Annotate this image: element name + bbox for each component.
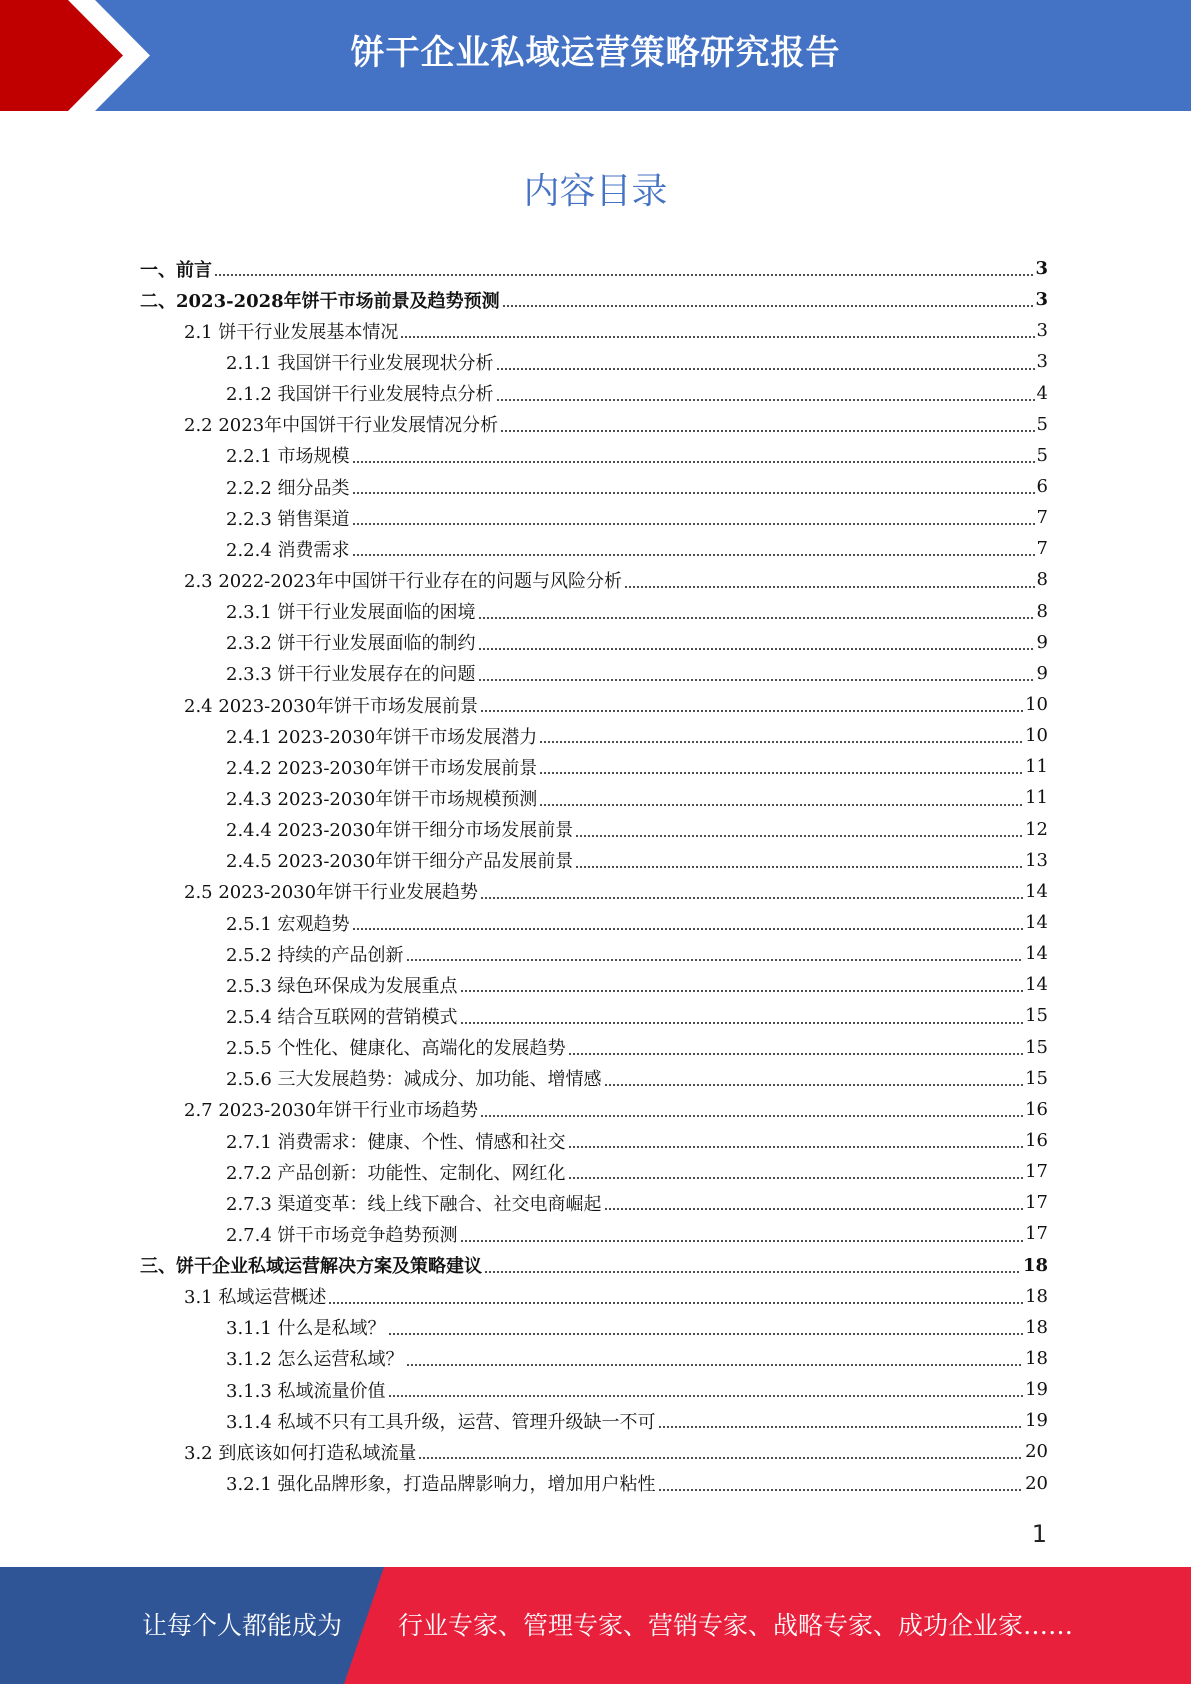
toc-entry[interactable] — [140, 1218, 1048, 1249]
toc-entry-page: 15 — [1025, 1036, 1048, 1058]
toc-entry-title: 2.1.2 我国饼干行业发展特点分析 — [226, 384, 494, 406]
toc-entry[interactable] — [140, 1000, 1048, 1031]
toc-entry-page: 14 — [1025, 943, 1048, 965]
toc-leader-dots — [624, 586, 1035, 588]
toc-leader-dots — [352, 523, 1035, 525]
toc-entry[interactable] — [140, 1405, 1048, 1436]
toc-leader-dots — [539, 804, 1023, 806]
toc-entry[interactable] — [140, 564, 1048, 595]
toc-entry-page: 10 — [1025, 725, 1048, 747]
toc-entry[interactable] — [140, 596, 1048, 627]
toc-entry[interactable] — [140, 689, 1048, 720]
toc-entry[interactable] — [140, 346, 1048, 377]
toc-entry[interactable] — [140, 1436, 1048, 1467]
toc-leader-dots — [478, 679, 1035, 681]
toc-leader-dots — [575, 835, 1023, 837]
toc-entry-page: 16 — [1025, 1098, 1048, 1120]
toc-entry-page: 20 — [1025, 1441, 1048, 1463]
toc-entry-page: 20 — [1025, 1472, 1048, 1494]
toc-entry-title: 2.5 2023-2030年饼干行业发展趋势 — [184, 882, 479, 904]
toc-entry[interactable] — [140, 502, 1048, 533]
toc-entry-title: 3.2.1 强化品牌形象，打造品牌影响力，增加用户粘性 — [226, 1474, 656, 1496]
toc-leader-dots — [352, 928, 1024, 930]
toc-leader-dots — [418, 1457, 1023, 1459]
toc-entry-title: 2.2.1 市场规模 — [226, 446, 350, 468]
toc-leader-dots — [658, 1426, 1024, 1428]
toc-leader-dots — [604, 1084, 1024, 1086]
page-number: 1 — [1031, 1520, 1047, 1548]
toc-entry-page: 17 — [1025, 1192, 1048, 1214]
toc-entry-title: 2.4.4 2023-2030年饼干细分市场发展前景 — [226, 820, 574, 842]
toc-entry-page: 18 — [1025, 1347, 1048, 1369]
toc-entry[interactable] — [140, 938, 1048, 969]
toc-entry[interactable] — [140, 1187, 1048, 1218]
toc-entry[interactable] — [140, 1281, 1048, 1312]
toc-entry-title: 2.4.3 2023-2030年饼干市场规模预测 — [226, 788, 538, 810]
toc-entry[interactable] — [140, 907, 1048, 938]
toc-entry-title: 2.7.2 产品创新：功能性、定制化、网红化 — [226, 1162, 566, 1184]
toc-entry-page: 14 — [1025, 912, 1048, 934]
toc-entry-title: 2.2.4 消费需求 — [226, 539, 350, 561]
toc-entry-page: 16 — [1025, 1130, 1048, 1151]
toc-entry[interactable] — [140, 751, 1048, 782]
toc-entry-title: 2.5.4 结合互联网的营销模式 — [226, 1006, 458, 1028]
toc-entry[interactable] — [140, 876, 1048, 907]
toc-leader-dots — [496, 399, 1035, 401]
toc-entry[interactable] — [140, 1374, 1048, 1405]
toc-entry[interactable] — [140, 1125, 1048, 1156]
toc-entry[interactable] — [140, 1094, 1048, 1125]
toc-entry-page: 18 — [1022, 1254, 1048, 1276]
toc-entry-page: 9 — [1036, 631, 1048, 653]
toc-entry[interactable] — [140, 440, 1048, 471]
toc-entry-title: 3.1 私域运营概述 — [184, 1287, 327, 1309]
toc-entry-page: 3 — [1035, 258, 1048, 280]
toc-entry-page: 14 — [1025, 974, 1048, 996]
toc-entry-page: 3 — [1036, 351, 1048, 373]
toc-entry-title: 一、前言 — [140, 259, 212, 281]
toc-entry-page: 18 — [1025, 1316, 1048, 1338]
toc-entry[interactable] — [140, 471, 1048, 502]
toc-leader-dots — [460, 990, 1024, 992]
toc-entry-page: 3 — [1035, 289, 1048, 311]
toc-entry-title: 2.7.3 渠道变革：线上线下融合、社交电商崛起 — [226, 1193, 602, 1215]
toc-entry-page: 8 — [1036, 600, 1048, 622]
toc-entry-title: 2.4.5 2023-2030年饼干细分产品发展前景 — [226, 851, 574, 873]
toc-entry[interactable] — [140, 969, 1048, 1000]
toc-entry-page: 19 — [1025, 1379, 1048, 1401]
toc-entry[interactable] — [140, 1063, 1048, 1094]
toc-entry[interactable] — [140, 1312, 1048, 1343]
toc-leader-dots — [460, 1240, 1024, 1242]
toc-entry[interactable] — [140, 658, 1048, 689]
toc-entry-title: 二、2023-2028年饼干市场前景及趋势预测 — [140, 290, 500, 312]
toc-leader-dots — [502, 305, 1034, 307]
toc-leader-dots — [478, 648, 1035, 650]
toc-entry[interactable] — [140, 1467, 1048, 1498]
toc-entry[interactable] — [140, 1156, 1048, 1187]
toc-leader-dots — [568, 1053, 1024, 1055]
toc-entry-title: 2.5.3 绿色环保成为发展重点 — [226, 975, 458, 997]
toc-entry-title: 2.2.2 细分品类 — [226, 477, 350, 499]
toc-entry[interactable] — [140, 253, 1048, 284]
toc-entry-page: 7 — [1036, 507, 1048, 529]
toc-entry-title: 2.7 2023-2030年饼干行业市场趋势 — [184, 1100, 479, 1122]
toc-entry-page: 17 — [1025, 1161, 1048, 1183]
toc-entry-title: 2.2 2023年中国饼干行业发展情况分析 — [184, 415, 499, 437]
toc-entry-page: 8 — [1036, 569, 1048, 591]
toc-entry[interactable] — [140, 782, 1048, 813]
toc-entry-title: 2.5.5 个性化、健康化、高端化的发展趋势 — [226, 1038, 566, 1060]
toc-entry-page: 5 — [1036, 444, 1048, 466]
toc-entry-title: 2.4.1 2023-2030年饼干市场发展潜力 — [226, 726, 538, 748]
report-header-band — [0, 0, 1191, 111]
toc-leader-dots — [388, 1333, 1024, 1335]
toc-leader-dots — [604, 1208, 1024, 1210]
toc-entry[interactable] — [140, 315, 1048, 346]
toc-entry-title: 3.1.1 什么是私域？ — [226, 1318, 386, 1340]
toc-entry[interactable] — [140, 284, 1048, 315]
toc-leader-dots — [658, 1489, 1024, 1491]
toc-entry-page: 15 — [1025, 1005, 1048, 1027]
toc-leader-dots — [480, 1115, 1023, 1117]
toc-entry-page: 5 — [1036, 413, 1048, 435]
report-title: 饼干企业私域运营策略研究报告 — [350, 33, 841, 73]
toc-leader-dots — [568, 1146, 1024, 1148]
toc-entry[interactable] — [140, 533, 1048, 564]
toc-leader-dots — [480, 710, 1023, 712]
toc-leader-dots — [539, 772, 1023, 774]
toc-leader-dots — [480, 897, 1023, 899]
toc-entry-title: 2.4 2023-2030年饼干市场发展前景 — [184, 695, 479, 717]
toc-entry-title: 3.2 到底该如何打造私域流量 — [184, 1442, 417, 1464]
toc-entry-title: 2.7.1 消费需求：健康、个性、情感和社交 — [226, 1131, 566, 1153]
toc-leader-dots — [496, 368, 1035, 370]
toc-entry-page: 17 — [1025, 1223, 1048, 1245]
toc-entry-title: 2.3 2022-2023年中国饼干行业存在的问题与风险分析 — [184, 570, 623, 592]
toc-entry-title: 2.4.2 2023-2030年饼干市场发展前景 — [226, 757, 538, 779]
toc-entry-page: 15 — [1025, 1067, 1048, 1089]
toc-entry-title: 3.1.4 私域不只有工具升级，运营、管理升级缺一不可 — [226, 1411, 656, 1433]
toc-entry[interactable] — [140, 378, 1048, 409]
toc-entry[interactable] — [140, 845, 1048, 876]
toc-entry-page: 19 — [1025, 1410, 1048, 1432]
toc-leader-dots — [352, 554, 1035, 556]
toc-entry[interactable] — [140, 627, 1048, 658]
toc-leader-dots — [575, 866, 1023, 868]
toc-leader-dots — [388, 1395, 1024, 1397]
toc-leader-dots — [460, 1022, 1024, 1024]
toc-entry-page: 13 — [1025, 849, 1048, 871]
toc-leader-dots — [568, 1177, 1024, 1179]
toc-entry-title: 2.5.6 三大发展趋势：减成分、加功能、增情感 — [226, 1069, 602, 1091]
toc-leader-dots — [214, 274, 1033, 276]
toc-entry-page: 6 — [1036, 476, 1048, 498]
toc-leader-dots — [406, 959, 1024, 961]
toc-entry-title: 2.5.1 宏观趋势 — [226, 913, 350, 935]
toc-entry-page: 10 — [1025, 694, 1048, 716]
toc-entry-title: 2.1 饼干行业发展基本情况 — [184, 321, 399, 343]
toc-leader-dots — [478, 617, 1035, 619]
toc-entry-title: 三、饼干企业私域运营解决方案及策略建议 — [140, 1256, 482, 1278]
toc-heading: 内容目录 — [523, 171, 668, 212]
toc-entry-page: 3 — [1036, 320, 1048, 342]
toc-entry[interactable] — [140, 1032, 1048, 1063]
toc-entry[interactable] — [140, 1250, 1048, 1281]
toc-entry-title: 3.1.2 怎么运营私域？ — [226, 1349, 404, 1371]
toc-entry-title: 3.1.3 私域流量价值 — [226, 1380, 386, 1402]
toc-entry-title: 2.2.3 销售渠道 — [226, 508, 350, 530]
toc-leader-dots — [400, 336, 1034, 338]
toc-entry-page: 11 — [1025, 787, 1048, 809]
toc-entry[interactable] — [140, 814, 1048, 845]
toc-leader-dots — [352, 461, 1035, 463]
toc-entry-page: 12 — [1025, 818, 1048, 840]
table-of-contents — [140, 253, 1048, 1499]
toc-entry[interactable] — [140, 409, 1048, 440]
toc-entry-title: 2.1.1 我国饼干行业发展现状分析 — [226, 352, 494, 374]
toc-leader-dots — [406, 1364, 1024, 1366]
toc-leader-dots — [500, 430, 1034, 432]
footer-band — [0, 1567, 1191, 1684]
toc-entry-page: 11 — [1025, 756, 1048, 778]
toc-leader-dots — [484, 1271, 1021, 1273]
footer-slogan-right: 行业专家、管理专家、营销专家、战略专家、成功企业家…… — [398, 1611, 1074, 1640]
toc-entry-title: 2.3.1 饼干行业发展面临的困境 — [226, 602, 476, 624]
toc-entry-title: 2.5.2 持续的产品创新 — [226, 944, 404, 966]
toc-entry-page: 4 — [1036, 382, 1048, 404]
toc-entry-page: 7 — [1036, 538, 1048, 560]
toc-entry-title: 2.3.2 饼干行业发展面临的制约 — [226, 633, 476, 655]
toc-entry-title: 2.3.3 饼干行业发展存在的问题 — [226, 664, 476, 686]
toc-entry[interactable] — [140, 720, 1048, 751]
toc-leader-dots — [539, 741, 1023, 743]
toc-entry-page: 18 — [1025, 1285, 1048, 1307]
toc-entry[interactable] — [140, 1343, 1048, 1374]
footer-slogan-left: 让每个人都能成为 — [142, 1611, 343, 1640]
toc-entry-title: 2.7.4 饼干市场竞争趋势预测 — [226, 1224, 458, 1246]
toc-entry-page: 14 — [1025, 880, 1048, 902]
toc-leader-dots — [328, 1302, 1023, 1304]
toc-entry-page: 9 — [1036, 662, 1048, 684]
toc-leader-dots — [352, 492, 1035, 494]
